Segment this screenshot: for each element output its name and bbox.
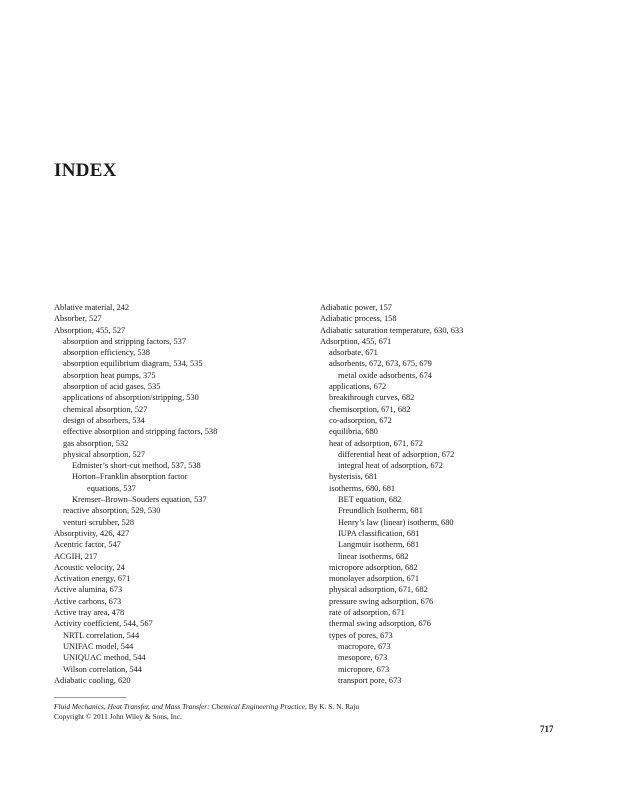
index-entry: absorption efficiency, 538: [63, 348, 150, 358]
footnote-rule: [54, 697, 126, 698]
index-entry: micropore, 673: [338, 664, 390, 674]
index-entry: Absorptivity, 426, 427: [54, 528, 130, 538]
index-entry: Adiabatic process, 158: [320, 314, 397, 324]
index-entry: absorption of acid gases, 535: [63, 382, 161, 392]
index-entry: physical absorption, 527: [63, 449, 146, 459]
index-entry: Absorber, 527: [54, 314, 102, 324]
index-entry: mesopore, 673: [338, 653, 388, 663]
index-entry: venturi scrubber, 528: [63, 517, 135, 527]
index-entry: BET equation, 682: [338, 495, 402, 505]
index-entry: equilibria, 680: [329, 427, 378, 437]
index-column-left: [54, 302, 304, 686]
page-title: INDEX: [54, 160, 117, 181]
index-entry: Adiabatic saturation temperature, 630, 633: [320, 325, 464, 335]
footer-copyright: Copyright © 2011 John Wiley & Sons, Inc.: [54, 712, 182, 721]
index-entry: types of pores, 673: [329, 630, 393, 640]
index-entry: pressure swing adsorption, 676: [329, 596, 434, 606]
index-entry: applications, 672: [329, 382, 387, 392]
index-entry: micropore adsorption, 682: [329, 562, 418, 572]
index-entry: Kremser–Brown–Souders equation, 537: [72, 495, 207, 505]
index-entry: rate of adsorption, 671: [329, 608, 405, 618]
index-entry: Henry’s law (linear) isotherm, 680: [338, 517, 454, 527]
index-entry: adsorbents, 672, 673, 675, 679: [329, 359, 432, 369]
footer-author: By K. S. N. Raju: [306, 702, 360, 711]
index-entry: heat of adsorption, 671, 672: [329, 438, 423, 448]
index-entry: breakthrough curves, 682: [329, 393, 415, 403]
index-entry: chemisorption, 671, 682: [329, 404, 411, 414]
index-entry: Adiabatic power, 157: [320, 303, 392, 312]
index-entry: NRTL correlation, 544: [63, 630, 140, 640]
index-entry: integral heat of adsorption, 672: [338, 461, 443, 471]
footer-book-title: Fluid Mechanics, Heat Transfer, and Mass Transfer: Chemical Engineering Practice,: [54, 702, 307, 711]
index-entry: Acentric factor, 547: [54, 540, 121, 550]
index-entry: physical adsorption, 671, 682: [329, 585, 428, 595]
index-entry: absorption and stripping factors, 537: [63, 336, 187, 346]
index-entry: transport pore, 673: [338, 675, 402, 685]
index-entry: absorption equilibrium diagram, 534, 535: [63, 359, 203, 369]
index-entry: reactive absorption, 529, 530: [63, 506, 161, 516]
index-entry: ACGIH, 217: [54, 551, 98, 561]
index-entry: Adsorption, 455, 671: [320, 336, 392, 346]
index-entry: IUPA classification, 681: [338, 528, 420, 538]
index-entry: metal oxide adsorbents, 674: [338, 370, 432, 380]
index-entry: Active carbons, 673: [54, 596, 122, 606]
index-entry: gas absorption, 532: [63, 438, 129, 448]
index-entry: applications of absorption/stripping, 530: [63, 393, 199, 403]
index-entry: Activity coefficient, 544, 567: [54, 619, 153, 629]
index-entry: differential heat of adsorption, 672: [338, 449, 455, 459]
index-entry: equations, 537: [87, 483, 136, 493]
index-entry: Langmuir isotherm, 681: [338, 540, 420, 550]
index-entry: Absorption, 455, 527: [54, 325, 126, 335]
index-entry: design of absorbers, 534: [63, 415, 145, 425]
index-entry: Activation energy, 671: [54, 574, 131, 584]
index-entry: thermal swing adsorption, 676: [329, 619, 431, 629]
index-entry: adsorbate, 671: [329, 348, 378, 358]
index-entry: absorption heat pumps, 375: [63, 370, 156, 380]
page-number: 717: [540, 724, 554, 734]
footer: [54, 702, 359, 722]
index-entry: Adiabatic cooling, 620: [54, 675, 131, 685]
index-entry: co-adsorption, 672: [329, 415, 392, 425]
index-entry: Acoustic velocity, 24: [54, 562, 125, 572]
index-entry: Freundlich Isotherm, 681: [338, 506, 423, 516]
index-entry: macropore, 673: [338, 641, 391, 651]
index-entry: Horton–Franklin absorption factor: [72, 472, 188, 482]
index-entry: Ablative material, 242: [54, 303, 130, 312]
index-entry: chemical absorption, 527: [63, 404, 148, 414]
index-entry: isotherms, 680, 681: [329, 483, 396, 493]
index-column-right: [320, 302, 570, 686]
footer-citation: [54, 702, 359, 712]
index-entry: Edmister’s short-cut method, 537, 538: [72, 461, 201, 471]
index-entry: effective absorption and stripping factors, 538: [63, 427, 218, 437]
index-entry: UNIQUAC method, 544: [63, 653, 146, 663]
index-entry: Wilson correlation, 544: [63, 664, 142, 674]
index-entry: hysterisis, 681: [329, 472, 378, 482]
index-entry: Active alumina, 673: [54, 585, 123, 595]
index-entry: linear isotherms, 682: [338, 551, 409, 561]
index-entry: monolayer adsorption, 671: [329, 574, 420, 584]
index-entry: UNIFAC model, 544: [63, 641, 134, 651]
index-entry: Active tray area, 478: [54, 608, 125, 618]
